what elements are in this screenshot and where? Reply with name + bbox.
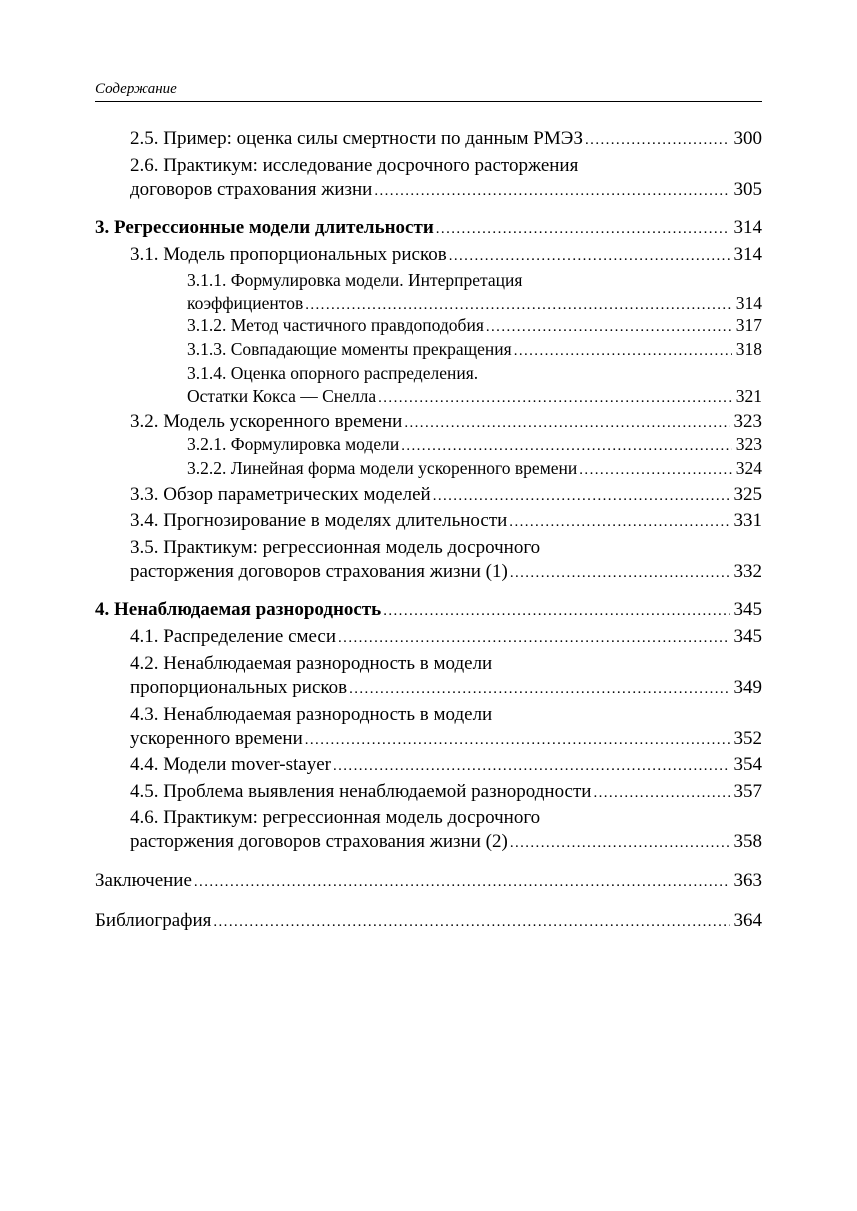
toc-page-number: 314 (733, 244, 762, 265)
toc-entry (95, 598, 762, 623)
toc-entry-title: 3.2.1. Формулировка модели (187, 434, 400, 454)
toc-page-number: 323 (733, 411, 762, 432)
toc-entry (95, 625, 762, 650)
toc-entry (95, 269, 762, 317)
dot-leader (585, 128, 729, 152)
toc-entry-title: ускоренного времени (130, 728, 303, 749)
toc-entry-title-line: 4.6. Практикум: регрессионная модель досрочного (130, 807, 541, 828)
toc-entry (95, 806, 762, 855)
dot-leader (213, 910, 729, 934)
toc-page-number: 358 (733, 831, 762, 852)
toc-entry-title-line: 3.5. Практикум: регрессионная модель досрочного (130, 537, 541, 558)
toc-entry-title: Библиография (95, 910, 212, 931)
toc-entry (95, 216, 762, 241)
toc-page-number: 332 (733, 561, 762, 582)
toc-entry-title-line: 3.1.1. Формулировка модели. Интерпретация (187, 270, 523, 290)
dot-leader (514, 340, 732, 363)
toc-page-number: 323 (735, 434, 762, 454)
toc-entry (95, 433, 762, 458)
toc-entry (95, 154, 762, 203)
dot-leader (593, 781, 729, 805)
toc-page-number: 305 (733, 179, 762, 200)
dot-leader (374, 179, 729, 203)
toc-entry-title: пропорциональных рисков (130, 677, 348, 698)
toc-entry (95, 780, 762, 805)
toc-entry-title: расторжения договоров страхования жизни (2) (130, 831, 508, 852)
header-rule (95, 101, 762, 102)
toc-page-number: 363 (733, 870, 762, 891)
toc-entry-title: расторжения договоров страхования жизни (1) (130, 561, 508, 582)
toc-entry-title: 3.2. Модель ускоренного времени (130, 411, 403, 432)
dot-leader (378, 387, 732, 410)
toc-entry (95, 703, 762, 752)
toc-entry (95, 536, 762, 585)
dot-leader (510, 831, 730, 855)
toc-entry (95, 457, 762, 482)
toc-entry-title: 3.4. Прогнозирование в моделях длительности (130, 510, 508, 531)
toc-entry (95, 314, 762, 339)
toc-entry (95, 909, 762, 934)
toc-page-number: 364 (733, 910, 762, 931)
toc-entry (95, 753, 762, 778)
toc-page-number: 354 (733, 754, 762, 775)
toc-entry-title: 3.2.2. Линейная форма модели ускоренного времени (187, 458, 578, 478)
toc-page-number: 321 (735, 386, 762, 406)
toc-entry-title-line: 4.3. Ненаблюдаемая разнородность в модели (130, 704, 493, 725)
toc-entry-title: 4.5. Проблема выявления ненаблюдаемой разнородности (130, 781, 592, 802)
dot-leader (338, 626, 729, 650)
dot-leader (194, 870, 730, 894)
toc-page-number: 318 (735, 339, 762, 359)
dot-leader (401, 435, 732, 458)
toc-entry-title: 4.4. Модели mover-stayer (130, 754, 331, 775)
toc-entry-title: 2.5. Пример: оценка силы смертности по данным РМЭЗ (130, 128, 584, 149)
dot-leader (509, 510, 729, 534)
toc-entry (95, 483, 762, 508)
toc-entry (95, 243, 762, 268)
dot-leader (579, 459, 731, 482)
toc-entry-title: 3. Регрессионные модели длительности (95, 217, 434, 238)
dot-leader (333, 754, 730, 778)
dot-leader (510, 561, 730, 585)
dot-leader (433, 484, 730, 508)
toc-entry-title-line: 3.1.4. Оценка опорного распределения. (187, 363, 479, 383)
toc-page-number: 352 (733, 728, 762, 749)
toc-entry-title: 3.1. Модель пропорциональных рисков (130, 244, 447, 265)
toc-page-number: 314 (735, 293, 762, 313)
toc-entry (95, 652, 762, 701)
toc-page-number: 331 (733, 510, 762, 531)
toc-page-number: 345 (733, 599, 762, 620)
toc-entry-title: 4.1. Распределение смеси (130, 626, 337, 647)
toc-page-number: 317 (735, 315, 762, 335)
toc-entry (95, 869, 762, 894)
dot-leader (436, 217, 730, 241)
toc-page-number: 324 (735, 458, 762, 478)
toc-page-number: 314 (733, 217, 762, 238)
toc-entry (95, 338, 762, 363)
toc-entry (95, 127, 762, 152)
toc-entry-title: 3.1.3. Совпадающие моменты прекращения (187, 339, 512, 359)
toc-page-number: 345 (733, 626, 762, 647)
running-header: Содержание (95, 81, 177, 97)
dot-leader (449, 244, 730, 268)
dot-leader (404, 411, 729, 435)
dot-leader (305, 728, 730, 752)
dot-leader (349, 677, 729, 701)
toc-entry-title: коэффициентов (187, 293, 304, 313)
toc-entry-title: договоров страхования жизни (130, 179, 373, 200)
toc-entry-title-line: 2.6. Практикум: исследование досрочного расторжения (130, 155, 579, 176)
toc-page-number: 349 (733, 677, 762, 698)
toc-page-number: 357 (733, 781, 762, 802)
toc-entry (95, 410, 762, 435)
toc-entry-title: 3.1.2. Метод частичного правдоподобия (187, 315, 484, 335)
toc-entry-title: Остатки Кокса — Снелла (187, 386, 377, 406)
toc-page-number: 325 (733, 484, 762, 505)
toc-entry-title: 3.3. Обзор параметрических моделей (130, 484, 431, 505)
toc-entry-title: 4. Ненаблюдаемая разнородность (95, 599, 382, 620)
toc-entry (95, 362, 762, 410)
toc-page-number: 300 (733, 128, 762, 149)
toc-entry-title: Заключение (95, 870, 192, 891)
toc-entry-title-line: 4.2. Ненаблюдаемая разнородность в модели (130, 653, 493, 674)
toc-entry (95, 509, 762, 534)
dot-leader (486, 316, 732, 339)
dot-leader (383, 599, 729, 623)
